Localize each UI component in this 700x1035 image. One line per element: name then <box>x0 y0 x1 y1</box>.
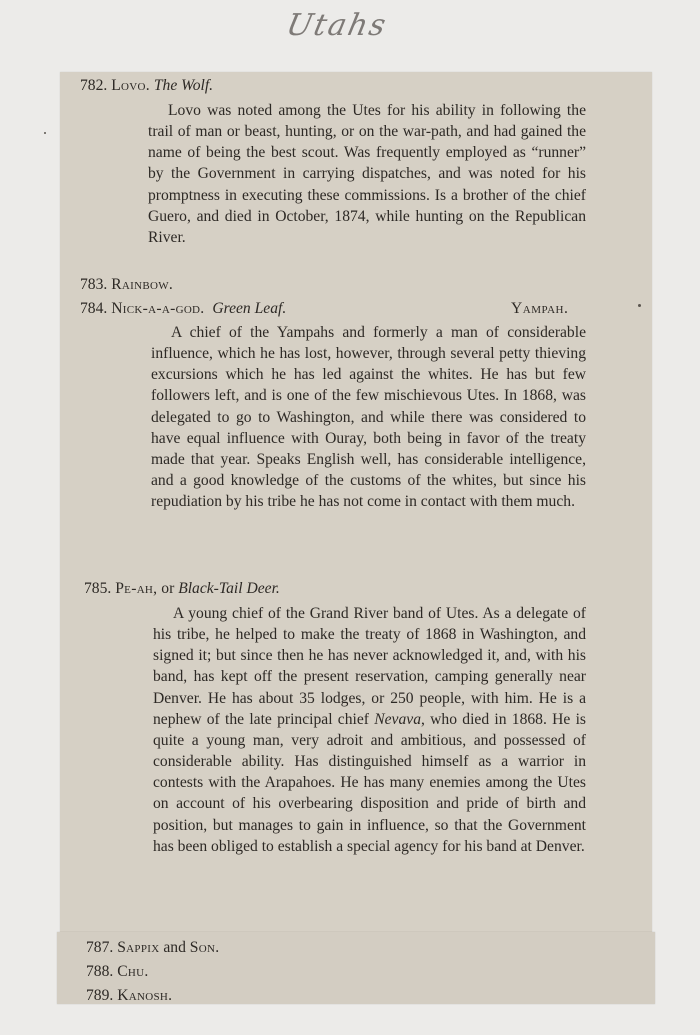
entry-number: 787. <box>86 939 114 956</box>
entry-783-heading <box>80 274 173 295</box>
description-text: A young chief of the Grand River band of Utes. As a delegate of his tribe, he helped to make the treaty of 1868 in Washington, and signed it; but since then he has never acknowledged it, and, with his band, has kept off the present reservation, camping generally near Denver. He has about 35 lodges, or 250 people, with him. He is a nephew of the late principal chief <box>153 605 586 728</box>
handwritten-annotation: Utahs <box>283 8 391 43</box>
entry-785-heading <box>84 578 280 599</box>
entry-name: Pe-ah, <box>115 580 158 597</box>
entry-translation: Black-Tail Deer. <box>178 580 280 597</box>
ink-dot <box>638 304 641 307</box>
entry-connector: or <box>161 580 175 597</box>
entry-number: 785. <box>84 580 112 597</box>
entry-number: 783. <box>80 276 108 293</box>
entry-782-description: Lovo was noted among the Utes for his ability in following the trail of man or beast, hunting, or on the war-path, and had gained the name of being the best scout. Was frequently employed as “runner” by the Government in carrying dispatches, and was noted for his promptness in executing these commissions. Is a brother of the chief Guero, and died in October, 1874, while hunting on the Republican River. <box>148 102 586 246</box>
entry-name: Lovo. <box>111 77 150 94</box>
entry-789-heading <box>86 985 172 1006</box>
entry-number: 784. <box>80 300 108 317</box>
entry-name: Sappix <box>117 939 160 956</box>
entry-784-description: A chief of the Yampahs and formerly a man of considerable influence, which he has lost, however, through several petty thieving excursions which he has led against the whites. He has but few followers left, and is one of the few mischievous Utes. In 1868, was delegated to go to Washington, and while there was considered to have equal influence with Ouray, both being in favor of the treaty made that year. Speaks English well, has considerable intelligence, and a good knowledge of the customs of the whites, but since his repudiation by his tribe he has not come in contact with them much. <box>151 324 586 511</box>
entry-name: Kanosh. <box>117 987 173 1004</box>
entry-784-heading <box>80 298 286 319</box>
entry-787-heading <box>86 937 219 958</box>
entry-name: Rainbow. <box>111 276 174 293</box>
entry-788-heading <box>86 961 149 982</box>
entry-name: Nick-a-a-god. <box>111 300 205 317</box>
ink-dot <box>44 132 46 134</box>
entry-number: 782. <box>80 77 108 94</box>
entry-name: Chu. <box>117 963 149 980</box>
entry-name-2: Son. <box>189 939 220 956</box>
entry-785-description <box>153 603 586 857</box>
entry-number: 788. <box>86 963 114 980</box>
entry-784-tribe: Yampah. <box>511 300 569 317</box>
description-italic: Nevava <box>374 710 421 728</box>
entry-782-heading <box>80 75 213 96</box>
entry-translation: The Wolf. <box>153 77 214 94</box>
entry-translation: Green Leaf. <box>212 300 287 317</box>
description-text: , who died in 1868. He is quite a young man, very adroit and ambitious, and possessed of considerable ability. Has distinguished himself as a warrior in contests with the Arapahoes. He has many enemies among the Utes on account of his overbearing disposition and pride of birth and position, but manages to gain in influence, so that the Government has been obliged to establish a special agency for his band at Denver. <box>153 710 586 855</box>
entry-number: 789. <box>86 987 114 1004</box>
entry-connector: and <box>163 939 186 956</box>
